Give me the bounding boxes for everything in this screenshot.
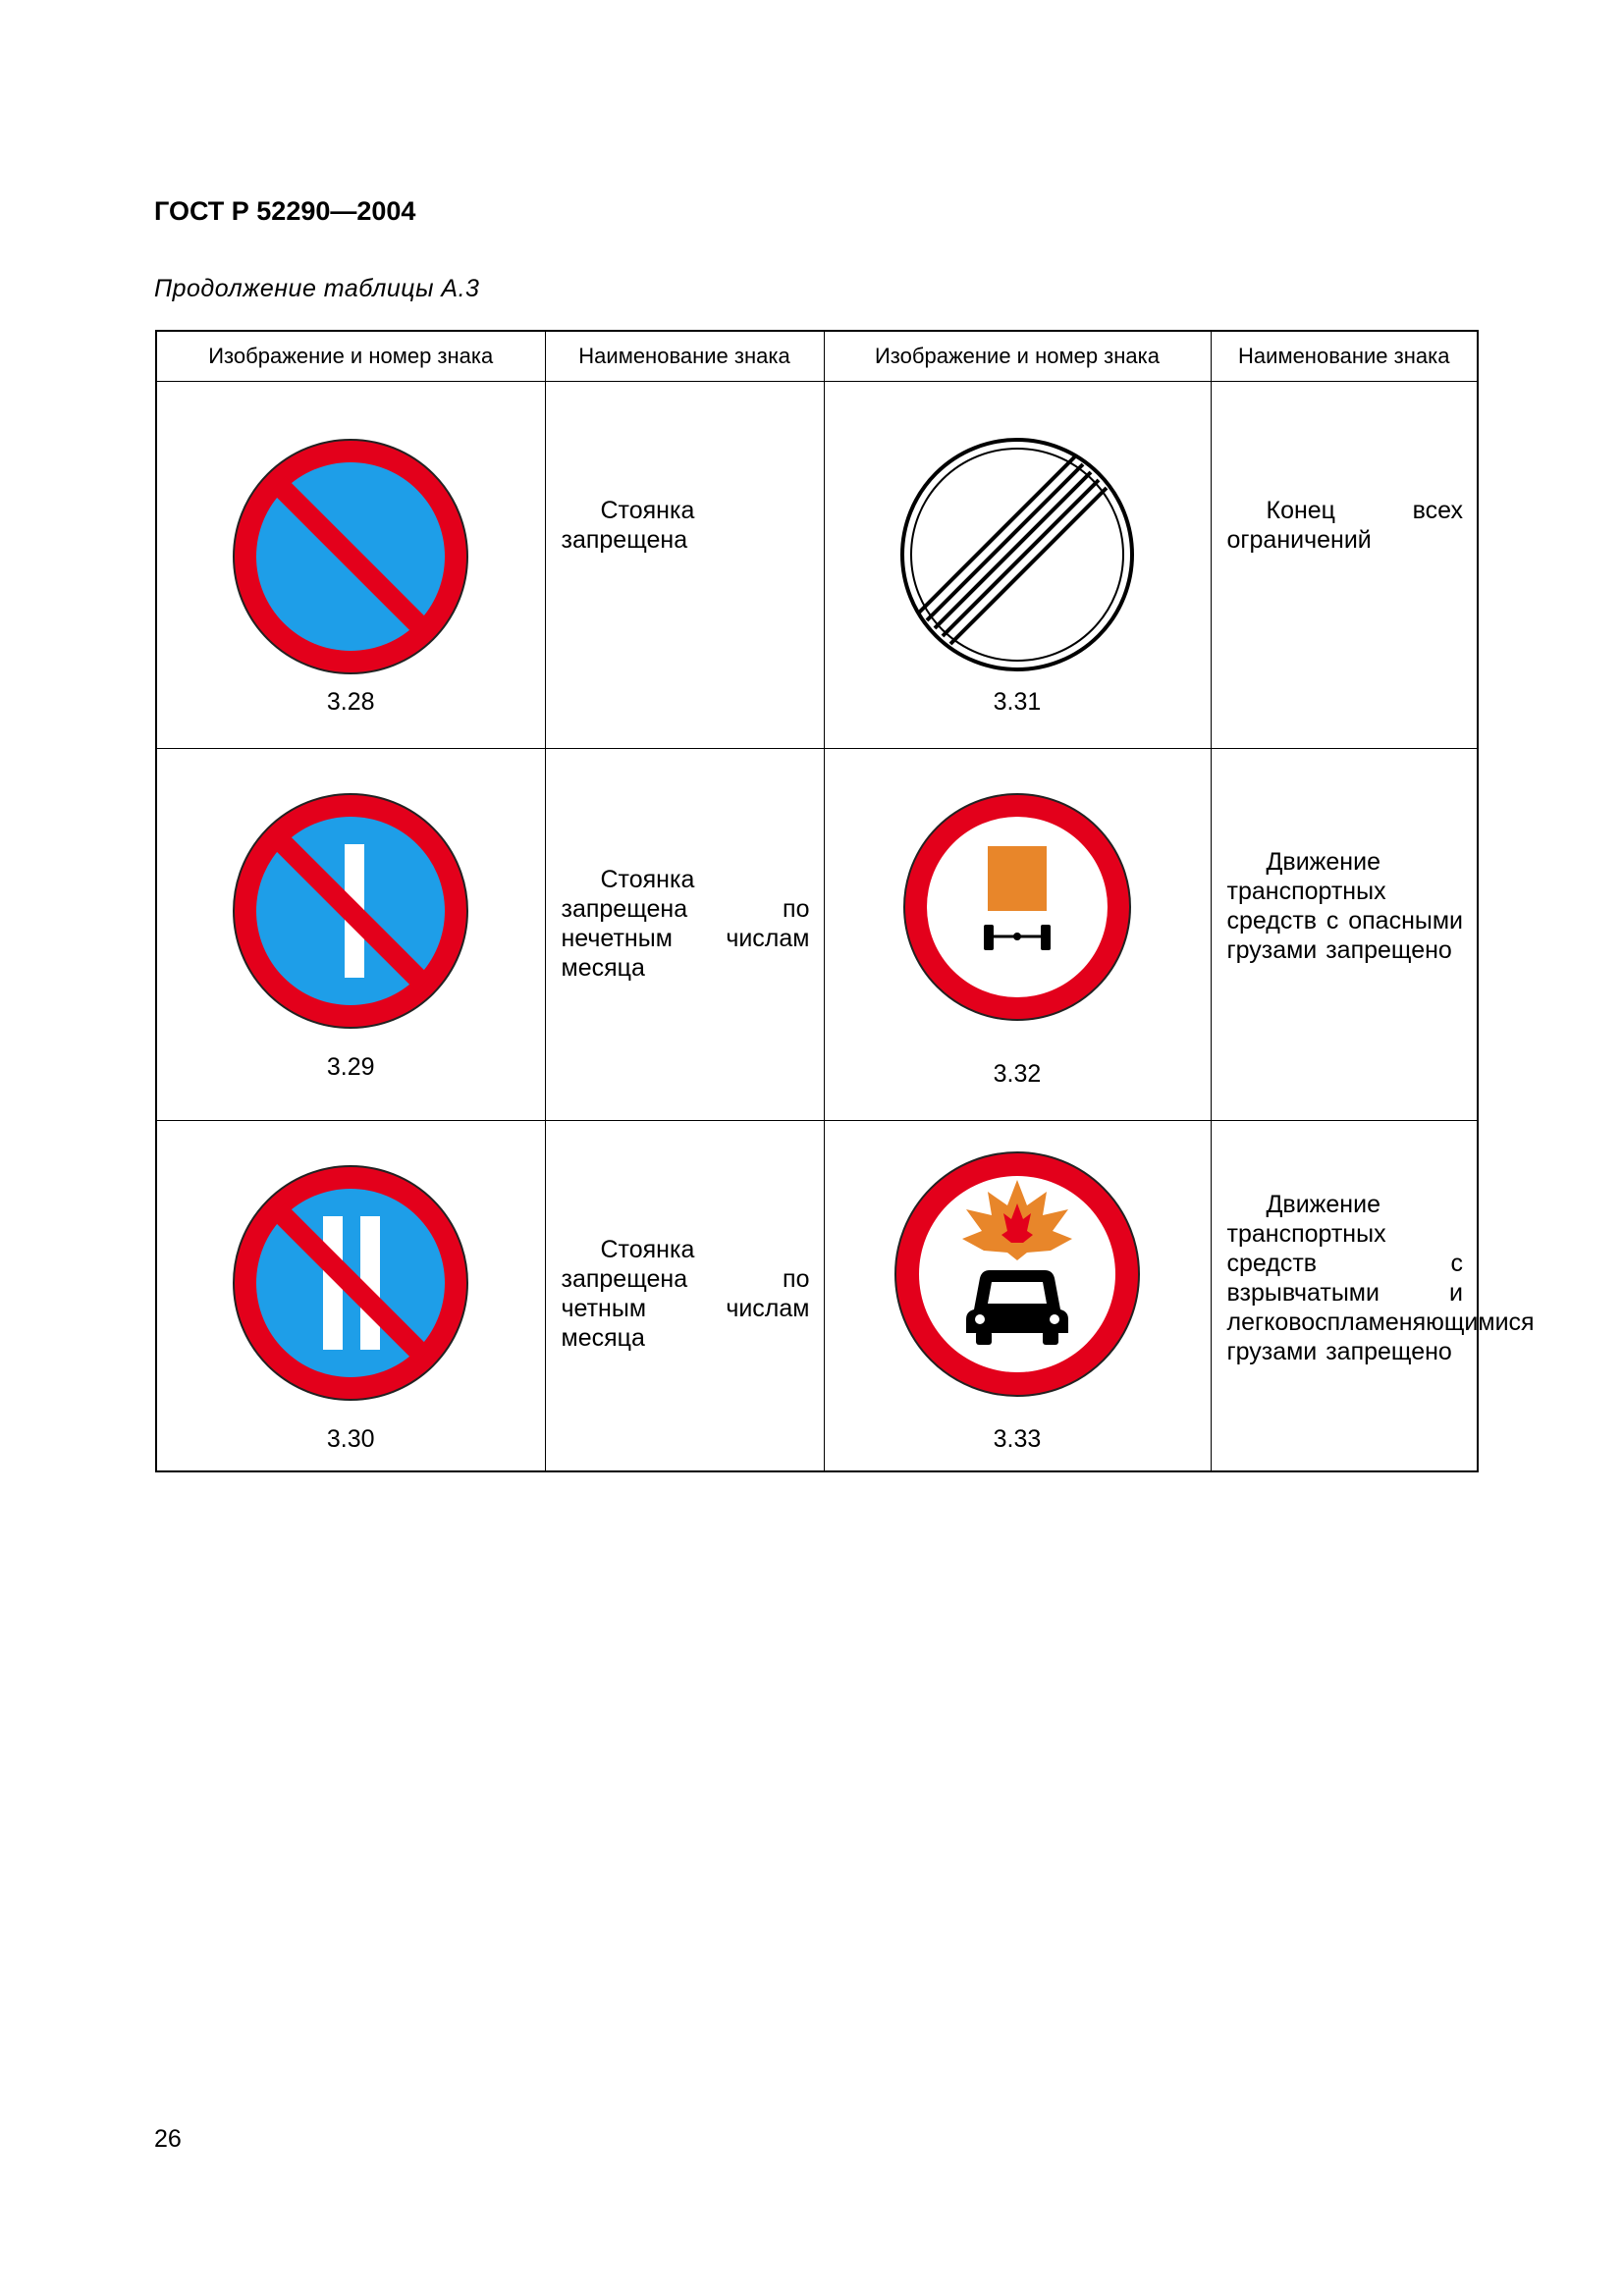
no-parking-odd-days-sign-icon xyxy=(230,790,471,1032)
column-header: Изображение и номер знака xyxy=(156,331,545,382)
no-explosive-goods-vehicles-sign-icon xyxy=(892,1148,1143,1400)
column-header: Наименование знака xyxy=(545,331,824,382)
sign-name-cell xyxy=(1211,749,1478,1121)
column-header: Изображение и номер знака xyxy=(824,331,1211,382)
sign-image-cell xyxy=(824,382,1211,749)
sign-image-cell xyxy=(156,749,545,1121)
no-dangerous-goods-vehicles-sign-icon xyxy=(900,790,1134,1024)
sign-name: Движение транспортных средств с взрывчатыми и легковоспламеняющимися грузами запрещено xyxy=(1226,1191,1535,1365)
no-parking-sign-icon xyxy=(230,436,471,677)
sign-name: Стоянка запрещена по четным числам месяца xyxy=(561,1236,810,1352)
table-caption: Продолжение таблицы А.3 xyxy=(154,275,480,302)
sign-name-cell xyxy=(545,749,824,1121)
sign-name-cell xyxy=(1211,1121,1535,1472)
sign-name-cell xyxy=(545,1121,824,1472)
table-header-row xyxy=(156,331,1478,382)
document-header: ГОСТ Р 52290—2004 xyxy=(154,196,416,226)
sign-name: Конец всех ограничений xyxy=(1226,497,1463,554)
sign-image-cell xyxy=(824,1121,1211,1472)
sign-image-cell xyxy=(824,749,1211,1121)
sign-name-cell xyxy=(1211,382,1478,749)
sign-number: 3.29 xyxy=(326,1053,375,1081)
column-header: Наименование знака xyxy=(1211,331,1478,382)
end-of-all-restrictions-sign-icon xyxy=(898,436,1136,673)
table-row xyxy=(156,749,1478,1121)
no-parking-even-days-sign-icon xyxy=(230,1162,471,1404)
sign-number: 3.31 xyxy=(993,688,1042,716)
signs-table xyxy=(155,330,1535,1472)
sign-number: 3.30 xyxy=(326,1425,375,1453)
sign-name-cell xyxy=(545,382,824,749)
sign-number: 3.33 xyxy=(993,1425,1042,1453)
sign-name: Стоянка запрещена по нечетным числам месяца xyxy=(561,866,810,982)
sign-number: 3.32 xyxy=(993,1060,1042,1088)
table-row xyxy=(156,382,1478,749)
sign-name: Стоянка запрещена xyxy=(561,497,695,554)
sign-name: Движение транспортных средств с опасными грузами запрещено xyxy=(1226,848,1463,964)
sign-number: 3.28 xyxy=(326,688,375,716)
sign-image-cell xyxy=(156,382,545,749)
table-row xyxy=(156,1121,1478,1472)
page-number: 26 xyxy=(154,2125,182,2153)
sign-image-cell xyxy=(156,1121,545,1472)
